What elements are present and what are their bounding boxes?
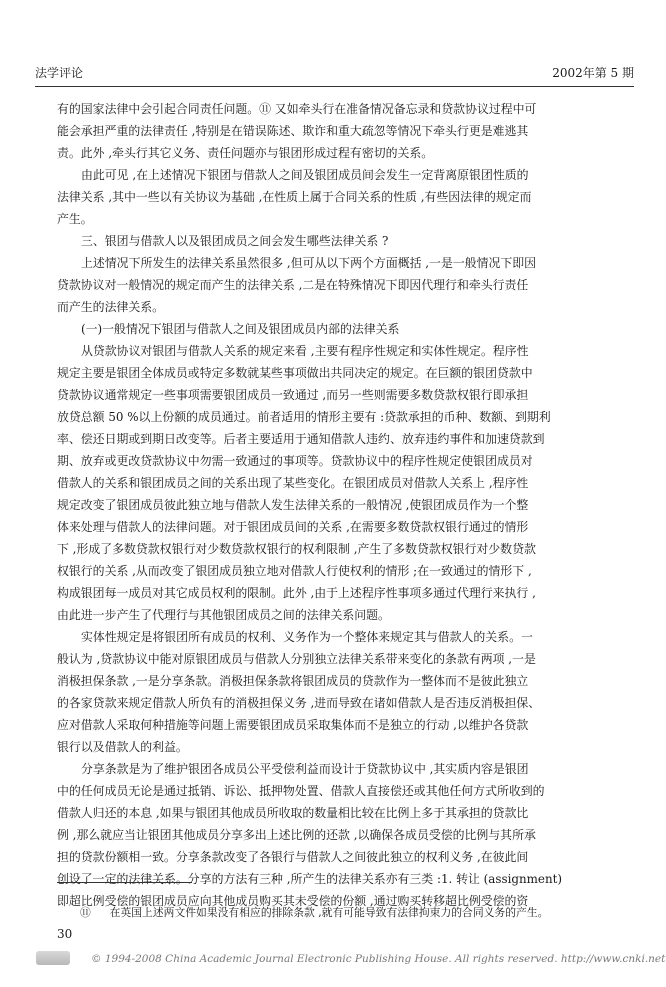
footnote-mark: ⑪ (80, 906, 91, 919)
subsection-heading: (一)一般情况下银团与借款人之间及银团成员内部的法律关系 (81, 322, 400, 336)
body-line: 消极担保条款 ,一是分享条款。消极担保条款将银团成员的贷款作为一整体而不是彼此独立 (57, 674, 529, 688)
body-line: 规定改变了银团成员彼此独立地与借款人发生法律关系的一般情况 ,使银团成员作为一个整 (57, 498, 529, 512)
body-line: 应对借款人采取何种措施等问题上需要银团成员采取集体而不是独立的行动 ,以维护各贷款 (57, 718, 529, 732)
body-line: 规定主要是银团全体成员或特定多数就某些事项做出共同决定的规定。在巨额的银团贷款中 (57, 366, 533, 380)
running-header (35, 62, 634, 82)
body-line: 贷款协议通常规定一些事项需要银团成员一致通过 ,而另一些则需要多数贷款权银行即承担 (57, 388, 529, 402)
body-line: 实体性规定是将银团所有成员的权利、义务作为一个整体来规定其与借款人的关系。一 (81, 630, 533, 644)
body-line: 下 ,形成了多数贷款权银行对少数贷款权银行的权利限制 ,产生了多数贷款权银行对少数贷款 (57, 542, 536, 556)
body-line: 即超比例受偿的银团成员应向其他成员购买其未受偿的份额 ,通过购买转移超比例受偿的资 (57, 894, 529, 908)
footnote (80, 905, 548, 920)
article-body (57, 98, 615, 912)
body-line: 法律关系 ,其中一些以有关协议为基础 ,在性质上属于合同关系的性质 ,有些因法律的规定而 (57, 190, 532, 204)
journal-title: 法学评论 (35, 66, 84, 80)
footnote-text: 在英国上述两文件如果没有相应的排除条款 ,就有可能导致有法律拘束力的合同义务的产生。 (109, 906, 549, 919)
body-line: 银行以及借款人的利益。 (57, 740, 188, 754)
page-number: 30 (57, 927, 73, 941)
body-line: 分享条款是为了维护银团各成员公平受偿利益而设计于贷款协议中 ,其实质内容是银团 (81, 762, 529, 776)
issue-label: 2002年第 5 期 (552, 66, 634, 80)
body-line: 贷款协议对一般情况的规定而产生的法律关系 ,二是在特殊情况下即因代理行和牵头行责任 (57, 278, 529, 292)
body-line: 权银行的关系 ,从而改变了银团成员独立地对借款人行使权利的情形 ;在一致通过的情形下 , (57, 564, 532, 578)
body-line: 放贷总额 50 %以上份额的成员通过。前者适用的情形主要有 :贷款承担的币种、数额、到期利 (57, 410, 551, 424)
header-rule (35, 86, 634, 87)
body-line: 中的任何成员无论是通过抵销、诉讼、抵押物处置、借款人直接偿还或其他任何方式所收到的 (57, 784, 545, 798)
body-line: 借款人的关系和银团成员之间的关系出现了某些变化。在银团成员对借款人关系上 ,程序性 (57, 476, 529, 490)
body-line: 由此可见 ,在上述情况下银团与借款人之间及银团成员间会发生一定背离原银团性质的 (81, 168, 529, 182)
body-line: 般认为 ,贷款协议中能对原银团成员与借款人分别独立法律关系带来变化的条款有两项 ,一是 (57, 652, 536, 666)
body-line: 产生。 (57, 212, 93, 226)
body-line: 能会承担严重的法律责任 ,特别是在错误陈述、欺诈和重大疏忽等情况下牵头行更是难逃其 (57, 124, 529, 138)
body-line: 例 ,那么就应当让银团其他成员分享多出上述比例的还款 ,以确保各成员受偿的比例与其所承 (57, 828, 536, 842)
body-line: 构成银团每一成员对其它成员权利的限制。此外 ,由于上述程序性事项多通过代理行来执行 , (57, 586, 536, 600)
section-heading: 三、银团与借款人以及银团成员之间会发生哪些法律关系 ? (81, 234, 389, 248)
body-line: 责。此外 ,牵头行其它义务、责任问题亦与银团形成过程有密切的关系。 (57, 146, 434, 160)
body-line: 上述情况下所发生的法律关系虽然很多 ,但可从以下两个方面概括 ,一是一般情况下即因 (81, 256, 537, 270)
body-line: 体来处理与借款人的法律问题。对于银团成员间的关系 ,在需要多数贷款权银行通过的情形 (57, 520, 529, 534)
footnote-rule (57, 882, 192, 883)
body-line: 率、偿还日期或到期日改变等。后者主要适用于通知借款人违约、放弃违约事件和加速贷款到 (57, 432, 545, 446)
body-line: 由此进一步产生了代理行与其他银团成员之间的法律关系问题。 (57, 608, 390, 622)
body-line: 创设了一定的法律关系。分享的方法有三种 ,所产生的法律关系亦有三类 :1. 转让 (assignment) (57, 872, 563, 886)
body-line: 从贷款协议对银团与借款人关系的规定来看 ,主要有程序性规定和实体性规定。程序性 (81, 344, 529, 358)
body-line: 的各家贷款来规定借款人所负有的消极担保义务 ,进而导致在诸如借款人是否违反消极担保、 (57, 696, 541, 710)
copyright-notice: © 1994-2008 China Academic Journal Electronic Publishing House. All rights reserved. http://www.cnki.net (91, 953, 666, 965)
body-line: 期、放弃或更改贷款协议中勿需一致通过的事项等。贷款协议中的程序性规定使银团成员对 (57, 454, 533, 468)
body-line: 有的国家法律中会引起合同责任问题。⑪ 又如牵头行在准备情况备忘录和贷款协议过程中可 (57, 102, 537, 116)
body-line: 借款人归还的本息 ,如果与银团其他成员所收取的数量相比较在比例上多于其承担的贷款比 (57, 806, 529, 820)
cnki-logo-icon (36, 951, 70, 965)
body-line: 而产生的法律关系。 (57, 300, 165, 314)
body-line: 担的贷款份额相一致。分享条款改变了各银行与借款人之间彼此独立的权利义务 ,在彼此间 (57, 850, 529, 864)
